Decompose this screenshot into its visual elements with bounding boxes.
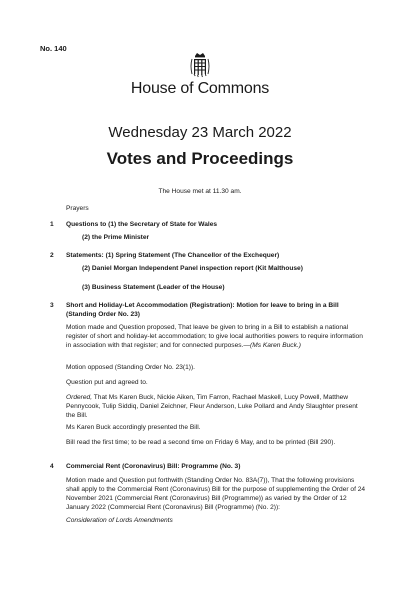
item-number: 2: [50, 252, 54, 259]
sitting-date: Wednesday 23 March 2022: [108, 124, 292, 141]
item-paragraph: Bill read the first time; to be read a second time on Friday 6 May, and to be printed (Bill 290).: [66, 439, 336, 446]
item-paragraph: Motion opposed (Standing Order No. 23(1)).: [66, 364, 196, 371]
item-heading: Statements: (1) Spring Statement (The Chancellor of the Exchequer): [66, 252, 280, 259]
item-heading: Questions to (1) the Secretary of State for Wales: [66, 221, 218, 228]
item-heading: Commercial Rent (Coronavirus) Bill: Programme (No. 3): [66, 463, 241, 470]
paragraph-text: Motion made and Question proposed, That leave be given to bring in a Bill to establish a national register of short and holiday-let accommodation; to give local authorities powers to require information in association with that register; and for connected purposes.—: [66, 324, 363, 349]
item-heading: Short and Holiday-Let Accommodation (Registration): Motion for leave to bring in a Bill (Standing Order No. 23): [66, 302, 339, 318]
document-number: No. 140: [40, 44, 67, 53]
item-subheading: (2) the Prime Minister: [82, 234, 150, 241]
portcullis-icon: [189, 52, 211, 78]
prayers-label: Prayers: [66, 205, 89, 212]
item-paragraph: [66, 323, 366, 350]
item-number: 1: [50, 221, 54, 228]
item-paragraph: Question put and agreed to.: [66, 379, 148, 386]
item-paragraph: [66, 393, 366, 420]
ordered-label: Ordered,: [66, 394, 93, 401]
item-subheading: (3) Business Statement (Leader of the House): [82, 284, 225, 291]
item-number: 4: [50, 463, 54, 470]
paragraph-text: That Ms Karen Buck, Nickie Aiken, Tim Farron, Rachael Maskell, Lucy Powell, Matthew Pennycook, Tulip Siddiq, Daniel Zeichner, Fleur Anderson, Luke Pollard and Andy Slaughter present the Bill.: [66, 394, 358, 419]
house-met-line: The House met at 11.30 am.: [158, 188, 242, 195]
item-number: 3: [50, 302, 54, 309]
item-subheading: (2) Daniel Morgan Independent Panel inspection report (Kit Malthouse): [82, 265, 303, 272]
item-paragraph: Consideration of Lords Amendments: [66, 517, 173, 524]
mover-name: (Ms Karen Buck.): [250, 342, 301, 349]
item-paragraph: Motion made and Question put forthwith (Standing Order No. 83A(7)), That the following provisions shall apply to the Commercial Rent (Coronavirus) Bill for the purpose of supplementing the Order of 24 November 2021 (Commercial Rent (Coronavirus) Bill (Programme)) as varied by the Order of 12 January 2022 (Commercial Rent (Coronavirus) Bill (Programme) (No. 2)):: [66, 477, 366, 511]
document-title: Votes and Proceedings: [106, 149, 294, 168]
item-paragraph: Ms Karen Buck accordingly presented the Bill.: [66, 424, 201, 431]
house-title: House of Commons: [130, 80, 270, 97]
